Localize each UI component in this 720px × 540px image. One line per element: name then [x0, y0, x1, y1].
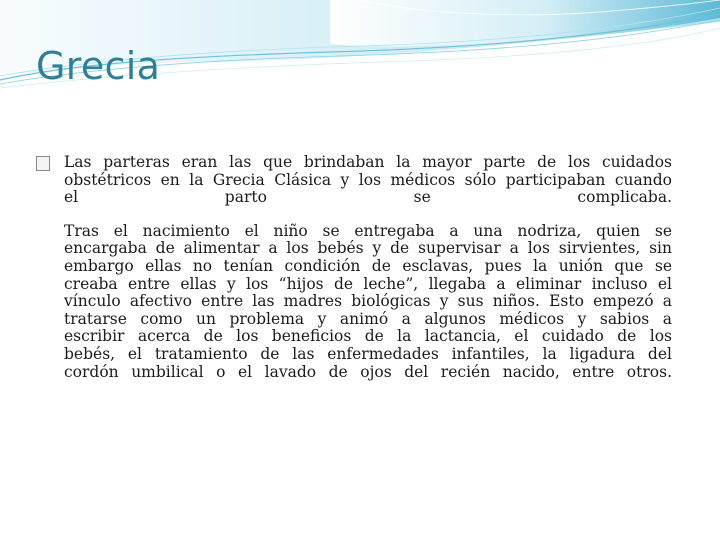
paragraph-2-line: Tras el nacimiento el niño se entregaba a una nodriza, quien se: [64, 221, 672, 240]
slide-body: [36, 154, 672, 381]
paragraph-1-line: Las parteras eran las que brindaban la mayor parte de los cuidados: [64, 153, 672, 171]
paragraph-2-line: creaba entre ellas y los “hijos de leche”, llegaba a eliminar incluso el: [64, 274, 672, 293]
paragraph-2-line: bebés, el tratamiento de las enfermedades infantiles, la ligadura del: [64, 344, 672, 363]
paragraph-2: [36, 223, 672, 381]
bullet-box-icon: [36, 156, 50, 171]
paragraph-2-line: embargo ellas no tenían condición de esclavas, pues la unión que se: [64, 256, 672, 275]
paragraph-2-line: encargaba de alimentar a los bebés y de supervisar a los sirvientes, sin: [64, 239, 672, 258]
paragraph-2-line: tratarse como un problema y animó a algunos médicos y sabios a: [64, 309, 672, 328]
paragraph-1: [36, 154, 672, 207]
paragraph-2-line: vínculo afectivo entre las madres biológicas y sus niños. Esto empezó a: [64, 292, 672, 311]
slide-title: Grecia: [36, 44, 161, 88]
paragraph-2-line: cordón umbilical o el lavado de ojos del recién nacido, entre otros.: [64, 362, 672, 381]
paragraph-2-line: escribir acerca de los beneficios de la lactancia, el cuidado de los: [64, 327, 672, 346]
paragraph-1-line: el parto se complicaba.: [64, 188, 672, 207]
paragraph-1-line: obstétricos en la Grecia Clásica y los médicos sólo participaban cuando: [64, 170, 672, 189]
